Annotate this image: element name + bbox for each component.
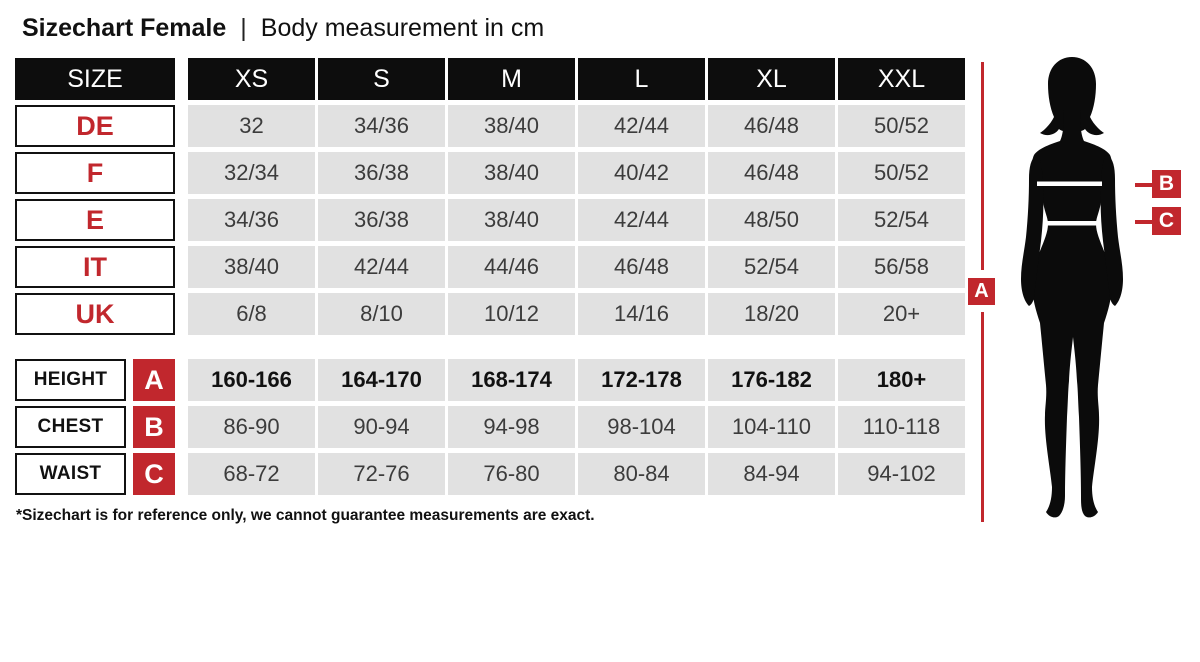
sizechart-table: [15, 58, 965, 495]
chest-line: [1037, 182, 1102, 187]
data-cell: 94-102: [838, 453, 965, 495]
data-cell: 42/44: [578, 105, 705, 147]
data-cell: 98-104: [578, 406, 705, 448]
data-cell: 46/48: [708, 152, 835, 194]
data-cell: 46/48: [578, 246, 705, 288]
data-cell: 32/34: [188, 152, 315, 194]
data-cell: 48/50: [708, 199, 835, 241]
data-cell: 164-170: [318, 359, 445, 401]
header-cell-xl: XL: [708, 58, 835, 100]
data-cell: 20+: [838, 293, 965, 335]
data-cell: 6/8: [188, 293, 315, 335]
size-label-uk: UK: [15, 293, 175, 335]
data-cell: 36/38: [318, 152, 445, 194]
data-cell: 44/46: [448, 246, 575, 288]
size-label-f: F: [15, 152, 175, 194]
data-cell: 84-94: [708, 453, 835, 495]
size-label-e: E: [15, 199, 175, 241]
figure-marker-a-badge: A: [968, 278, 995, 305]
data-cell: 50/52: [838, 105, 965, 147]
data-cell: 38/40: [448, 152, 575, 194]
header-cell-s: S: [318, 58, 445, 100]
marker-b-connector: [1135, 183, 1152, 187]
data-cell: 32: [188, 105, 315, 147]
data-cell: 94-98: [448, 406, 575, 448]
data-cell: 46/48: [708, 105, 835, 147]
data-cell: 40/42: [578, 152, 705, 194]
data-cell: 80-84: [578, 453, 705, 495]
header-cell-xs: XS: [188, 58, 315, 100]
data-cell: 176-182: [708, 359, 835, 401]
data-cell: 34/36: [318, 105, 445, 147]
data-cell: 68-72: [188, 453, 315, 495]
data-cell: 160-166: [188, 359, 315, 401]
measure-label-text: HEIGHT: [15, 359, 126, 401]
data-cell: 10/12: [448, 293, 575, 335]
data-cell: 52/54: [708, 246, 835, 288]
size-label-de: DE: [15, 105, 175, 147]
figure-marker-b-badge: B: [1152, 170, 1181, 198]
waist-line: [1045, 221, 1098, 226]
measure-label-waist: [15, 453, 175, 495]
female-silhouette: [1000, 55, 1160, 525]
data-cell: 168-174: [448, 359, 575, 401]
data-cell: 56/58: [838, 246, 965, 288]
page-title: [22, 14, 544, 43]
data-cell: 8/10: [318, 293, 445, 335]
marker-a-badge: A: [133, 359, 175, 401]
data-cell: 104-110: [708, 406, 835, 448]
header-cell-size: SIZE: [15, 58, 175, 100]
data-cell: 172-178: [578, 359, 705, 401]
title-separator: |: [240, 14, 247, 42]
data-cell: 180+: [838, 359, 965, 401]
measure-label-height: [15, 359, 175, 401]
data-cell: 14/16: [578, 293, 705, 335]
title-subtitle: Body measurement in cm: [260, 14, 545, 42]
figure-marker-c-badge: C: [1152, 207, 1181, 235]
size-label-it: IT: [15, 246, 175, 288]
marker-c-connector: [1135, 220, 1152, 224]
table-section-spacer: [15, 340, 965, 354]
data-cell: 38/40: [448, 199, 575, 241]
measure-label-text: CHEST: [15, 406, 126, 448]
data-cell: 18/20: [708, 293, 835, 335]
marker-b-badge: B: [133, 406, 175, 448]
title-main: Sizechart Female: [22, 14, 227, 42]
data-cell: 42/44: [318, 246, 445, 288]
data-cell: 72-76: [318, 453, 445, 495]
footnote: *Sizechart is for reference only, we cannot guarantee measurements are exact.: [16, 507, 595, 524]
header-cell-xxl: XXL: [838, 58, 965, 100]
data-cell: 38/40: [188, 246, 315, 288]
data-cell: 38/40: [448, 105, 575, 147]
data-cell: 90-94: [318, 406, 445, 448]
data-cell: 50/52: [838, 152, 965, 194]
data-cell: 86-90: [188, 406, 315, 448]
data-cell: 42/44: [578, 199, 705, 241]
data-cell: 76-80: [448, 453, 575, 495]
height-line-upper: [981, 62, 984, 270]
measure-label-chest: [15, 406, 175, 448]
header-cell-l: L: [578, 58, 705, 100]
data-cell: 34/36: [188, 199, 315, 241]
marker-c-badge: C: [133, 453, 175, 495]
header-cell-m: M: [448, 58, 575, 100]
data-cell: 110-118: [838, 406, 965, 448]
height-line-lower: [981, 312, 984, 522]
data-cell: 36/38: [318, 199, 445, 241]
measure-label-text: WAIST: [15, 453, 126, 495]
data-cell: 52/54: [838, 199, 965, 241]
